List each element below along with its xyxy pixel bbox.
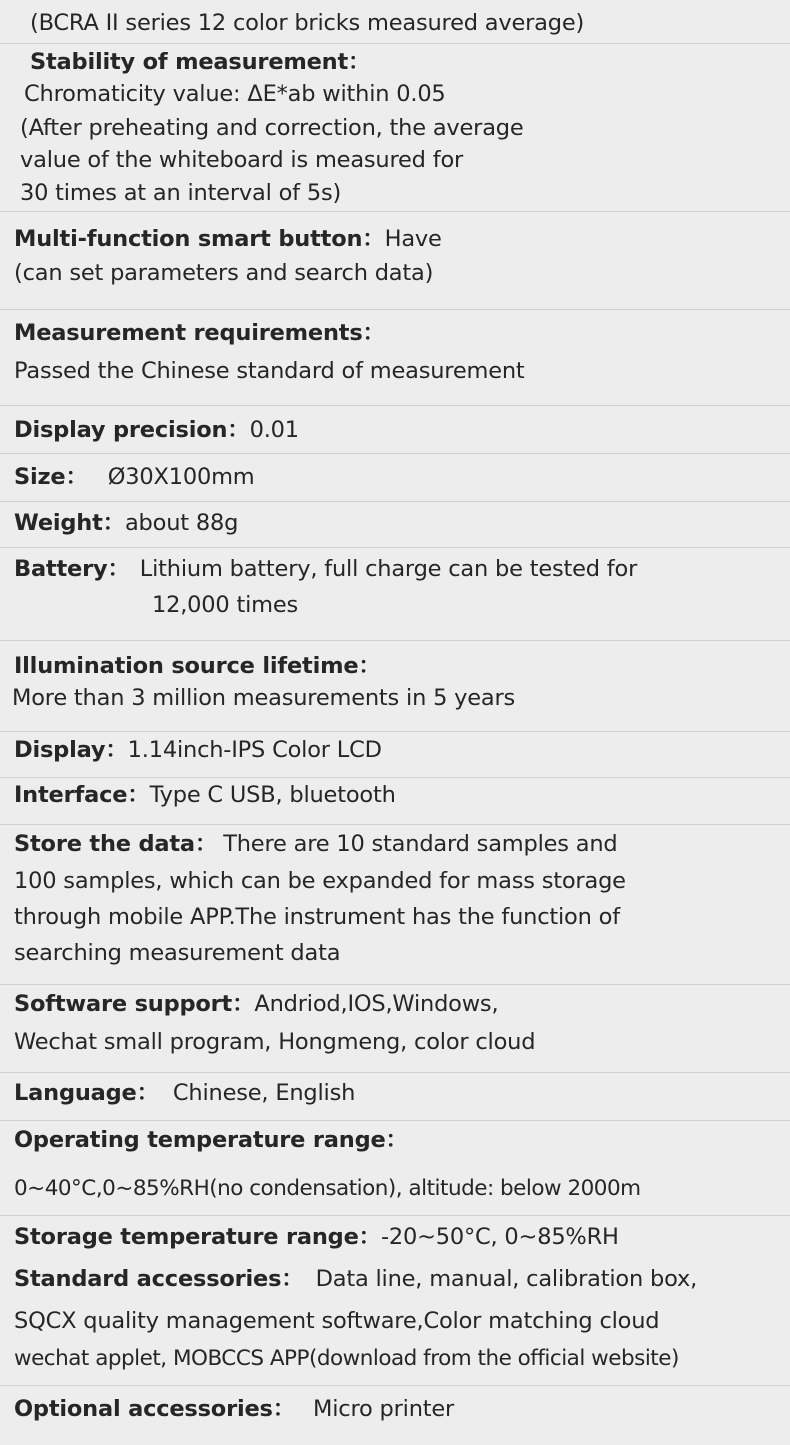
interface-label: Interface： [14, 782, 150, 808]
display-label: Display： [14, 737, 128, 763]
stability-block [0, 44, 790, 212]
accessories-line-2: SQCX quality management software,Color matching cloud [14, 1308, 660, 1334]
precision-row [14, 415, 299, 445]
accessories-value: Data line, manual, calibration box, [315, 1266, 698, 1292]
requirements-line-2: Passed the Chinese standard of measurement [14, 358, 525, 384]
requirements-label: Measurement requirements： [14, 320, 385, 346]
software-line-2: Wechat small program, Hongmeng, color cloud [14, 1029, 536, 1055]
requirements-block [0, 310, 790, 406]
optional-row [14, 1394, 454, 1424]
storage-temp-label: Storage temperature range： [14, 1224, 381, 1250]
display-block [0, 732, 790, 778]
bcra-text: (BCRA II series 12 color bricks measured average) [30, 10, 585, 36]
language-label: Language： [14, 1080, 159, 1106]
weight-value: about 88g [124, 510, 239, 536]
store-data-line-4: searching measurement data [14, 940, 341, 966]
smart-button-line-2: (can set parameters and search data) [14, 260, 434, 286]
optional-label: Optional accessories： [14, 1396, 296, 1422]
software-row [14, 989, 498, 1019]
size-label: Size： [14, 464, 88, 490]
accessories-row [14, 1264, 697, 1294]
store-data-line-3: through mobile APP.The instrument has the function of [14, 904, 620, 930]
accessories-label: Standard accessories： [14, 1266, 304, 1292]
battery-block [0, 548, 790, 641]
storage-temp-value: -20~50°C, 0~85%RH [380, 1224, 619, 1250]
lifetime-block [0, 641, 790, 732]
lifetime-line-2: More than 3 million measurements in 5 years [12, 685, 516, 711]
operating-temp-block [0, 1121, 790, 1216]
store-data-label: Store the data： [14, 831, 218, 857]
store-data-row [14, 829, 617, 859]
stability-line-2: (After preheating and correction, the average [20, 115, 524, 141]
interface-block [0, 778, 790, 825]
operating-temp-line-2: 0~40°C,0~85%RH(no condensation), altitude: below 2000m [14, 1176, 641, 1201]
bcra-block [0, 0, 790, 44]
language-value: Chinese, English [172, 1080, 356, 1106]
weight-row [14, 508, 238, 538]
display-row [14, 735, 382, 765]
stability-line-4: 30 times at an interval of 5s) [20, 180, 342, 206]
lifetime-label: Illumination source lifetime： [14, 653, 381, 679]
software-label: Software support： [14, 991, 255, 1017]
smart-button-block [0, 212, 790, 310]
size-value: Ø30X100mm [107, 464, 255, 490]
interface-value: Type C USB, bluetooth [149, 782, 396, 808]
accessories-line-3: wechat applet, MOBCCS APP(download from the official website) [14, 1346, 679, 1371]
software-block [0, 985, 790, 1073]
stability-title: Stability of measurement： [30, 49, 371, 75]
software-value: Andriod,IOS,Windows, [254, 991, 499, 1017]
display-value: 1.14inch-IPS Color LCD [127, 737, 382, 763]
size-row [14, 462, 255, 492]
optional-block [0, 1386, 790, 1445]
battery-value: Lithium battery, full charge can be tested for [139, 556, 638, 582]
smart-button-row [14, 224, 442, 254]
battery-label: Battery： [14, 556, 130, 582]
precision-block [0, 406, 790, 454]
store-data-value: There are 10 standard samples and [223, 831, 618, 857]
precision-label: Display precision： [14, 417, 250, 443]
storage-accessories-block [0, 1216, 790, 1386]
interface-row [14, 780, 396, 810]
store-data-block [0, 825, 790, 985]
storage-temp-row [14, 1222, 619, 1252]
precision-value: 0.01 [249, 417, 299, 443]
battery-line-2: 12,000 times [152, 592, 299, 618]
language-block [0, 1073, 790, 1121]
store-data-line-2: 100 samples, which can be expanded for mass storage [14, 868, 626, 894]
stability-line-1: Chromaticity value: ΔE*ab within 0.05 [24, 81, 446, 107]
weight-block [0, 502, 790, 548]
optional-value: Micro printer [313, 1396, 455, 1422]
battery-row [14, 554, 637, 584]
operating-temp-label: Operating temperature range： [14, 1127, 408, 1153]
size-block [0, 454, 790, 502]
language-row [14, 1078, 355, 1108]
smart-button-label: Multi-function smart button： [14, 226, 385, 252]
smart-button-value: Have [384, 226, 442, 252]
weight-label: Weight： [14, 510, 125, 536]
stability-line-3: value of the whiteboard is measured for [20, 147, 464, 173]
